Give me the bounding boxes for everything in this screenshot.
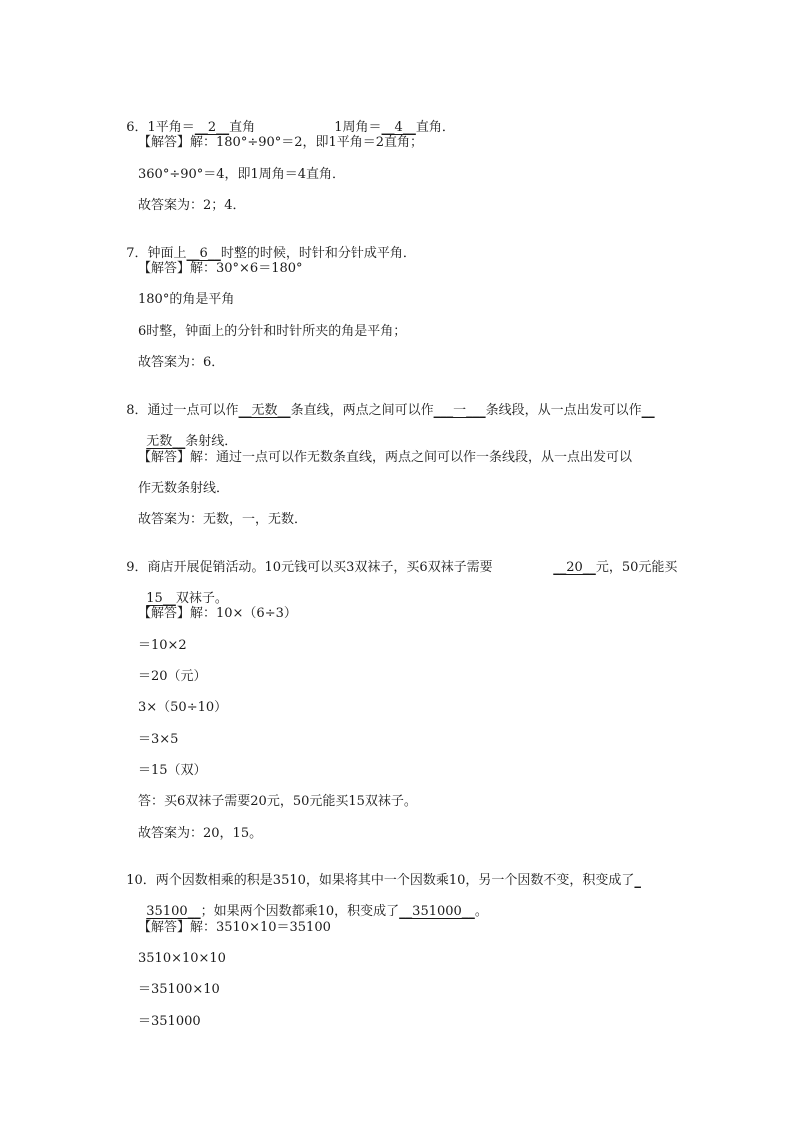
q10-solution-4: ＝351000 [138,1014,201,1029]
q7-stem-a: 7．钟面上 [126,246,187,261]
q9-solution-7: 答：买6双袜子需要20元，50元能买15双袜子。 [138,794,417,809]
q10-solution-2: 3510×10×10 [138,951,226,966]
q8-stem-a: 8．通过一点可以作 [126,403,239,418]
q10-answer-a: 35100 [146,904,188,919]
q10-blank-end: __ [187,904,201,919]
q9-solution-6: ＝15（双） [138,763,207,778]
q7-final-answer: 故答案为：6． [138,355,225,370]
q10-solution-3: ＝35100×10 [138,982,220,997]
q9-solution-4: 3×（50÷10） [138,700,228,715]
q7-solution-1: 【解答】解：30°×6＝180° [138,261,303,276]
q7-stem-b: 时整的时候，时针和分针成平角． [220,246,416,261]
q9-stem-a: 9．商店开展促销活动。10元钱可以买3双袜子，买6双袜子需要 [126,560,493,575]
q9-solution-2: ＝10×2 [138,638,187,653]
q9-stem-c: 双袜子。 [175,591,228,606]
q9-solution-1: 【解答】解：10×（6÷3） [138,606,297,621]
q6-final-answer: 故答案为：2；4． [138,198,246,213]
question-6 [118,104,255,136]
q6-solution-2: 360°÷90°＝4，即1周角＝4直角． [138,167,346,182]
q8-stem-b: 条直线，两点之间可以作 [290,403,434,418]
q8-answer-c: 无数 [146,434,173,449]
q10-stem-a: 10．两个因数相乘的积是3510，如果将其中一个因数乘10，另一个因数不变，积变成了 [126,873,635,888]
q8-stem-d: 条射线． [185,434,238,449]
question-6-part2 [326,104,455,136]
q7-solution-3: 6时整，钟面上的分针和时针所夹的角是平角； [138,324,407,339]
q10-blank-start: _ [634,873,641,888]
q8-answer-b: ___一___ [433,403,486,418]
question-10-line2 [138,888,488,920]
q6-stem-d: 直角． [415,120,455,135]
q9-final-answer: 故答案为：20，15。 [138,826,263,841]
q6-answer-a: __2__ [194,120,230,135]
q10-stem-c: 。 [474,904,488,919]
question-7 [118,230,416,262]
q10-solution-1: 【解答】解：3510×10＝35100 [138,920,331,935]
question-9-line2 [138,575,228,607]
q9-solution-3: ＝20（元） [138,669,207,684]
q6-stem-b: 直角 [229,120,256,135]
q9-solution-5: ＝3×5 [138,732,179,747]
q9-answer-b: 15 [146,591,163,606]
q8-solution-2: 作无数条射线． [138,481,230,496]
q8-final-answer: 故答案为：无数，一，无数． [138,512,308,527]
q8-stem-c: 条线段，从一点出发可以作 [485,403,642,418]
q8-blank-end: __ [172,434,186,449]
q7-solution-2: 180°的角是平角 [138,292,235,307]
q9-stem-b: 元，50元能买 [595,560,678,575]
q6-stem-c: 1周角＝ [334,120,382,135]
q8-solution-1: 【解答】解：通过一点可以作无数条直线，两点之间可以作一条线段，从一点出发可以 [138,450,633,465]
q6-stem-a: 6．1平角＝ [126,120,195,135]
q10-stem-b: ；如果两个因数都乘10，积变成了 [200,904,400,919]
q6-solution-1: 【解答】解：180°÷90°＝2，即1平角＝2直角； [138,135,424,150]
question-8 [118,387,655,419]
q8-answer-a: __无数__ [238,403,291,418]
q10-answer-b: __351000__ [399,904,475,919]
q8-blank-start: __ [641,403,655,418]
question-9 [118,544,493,576]
q9-blank-end: __ [162,591,176,606]
question-10 [118,857,641,889]
question-8-line2 [138,418,237,450]
q6-answer-b: __4__ [381,120,416,135]
q7-answer: __6__ [186,246,221,261]
question-9-part2 [545,544,677,576]
q9-answer-a: __20__ [553,560,596,575]
